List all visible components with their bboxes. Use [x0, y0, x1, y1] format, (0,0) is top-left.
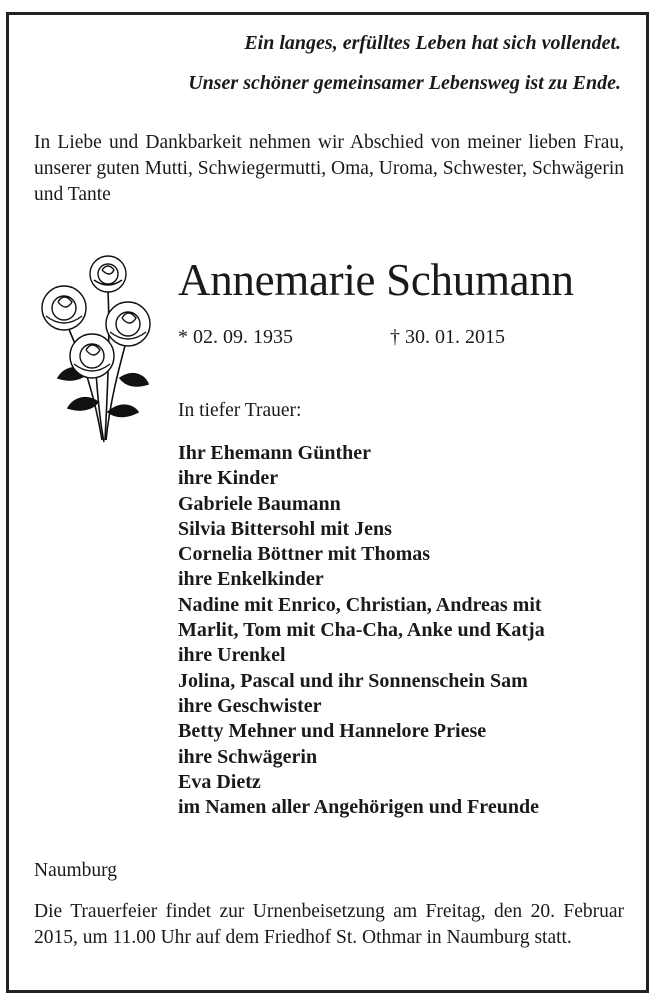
- mourner-line: Nadine mit Enrico, Christian, Andreas mit: [178, 593, 542, 616]
- life-dates: [178, 326, 505, 349]
- mourner-line: ihre Enkelkinder: [178, 568, 324, 591]
- deceased-name: Annemarie Schumann: [178, 255, 574, 305]
- mourner-line: Betty Mehner und Hannelore Priese: [178, 720, 487, 743]
- mourner-line: Marlit, Tom mit Cha-Cha, Anke und Katja: [178, 619, 545, 642]
- mourner-line: Ihr Ehemann Günther: [178, 442, 372, 464]
- mourner-line: Gabriele Baumann: [178, 492, 341, 515]
- mourner-line: ihre Geschwister: [178, 694, 322, 717]
- mourner-line: ihre Schwägerin: [178, 745, 318, 768]
- header-line-2: Unser schöner gemeinsamer Lebensweg ist zu Ende.: [188, 72, 621, 94]
- header-line-1: Ein langes, erfülltes Leben hat sich vollendet.: [244, 32, 621, 54]
- birth-date: * 02. 09. 1935: [178, 326, 293, 348]
- mourner-line: Silvia Bittersohl mit Jens: [178, 517, 392, 540]
- mourner-line: ihre Kinder: [178, 467, 279, 490]
- intro-text: In Liebe und Dankbarkeit nehmen wir Abschied von meiner lieben Frau, unserer guten Mutti, Schwiegermutti, Oma, Uroma, Schwester, Schwägerin und Tante: [34, 132, 624, 205]
- death-date: † 30. 01. 2015: [390, 326, 505, 348]
- rose-bouquet-icon: [28, 252, 160, 444]
- mourner-line: ihre Urenkel: [178, 644, 286, 667]
- place-name: Naumburg: [34, 860, 118, 881]
- mourners-list: [178, 441, 545, 820]
- mourner-line: im Namen aller Angehörigen und Freunde: [178, 796, 539, 819]
- funeral-notice: Die Trauerfeier findet zur Urnenbeisetzung am Freitag, den 20. Februar 2015, um 11.00 Uhr auf dem Friedhof St. Othmar in Naumburg statt.: [34, 901, 624, 948]
- mourner-line: Eva Dietz: [178, 770, 261, 793]
- mourner-line: Jolina, Pascal und ihr Sonnenschein Sam: [178, 669, 528, 692]
- mourning-heading: In tiefer Trauer:: [178, 400, 302, 421]
- mourner-line: Cornelia Böttner mit Thomas: [178, 543, 431, 566]
